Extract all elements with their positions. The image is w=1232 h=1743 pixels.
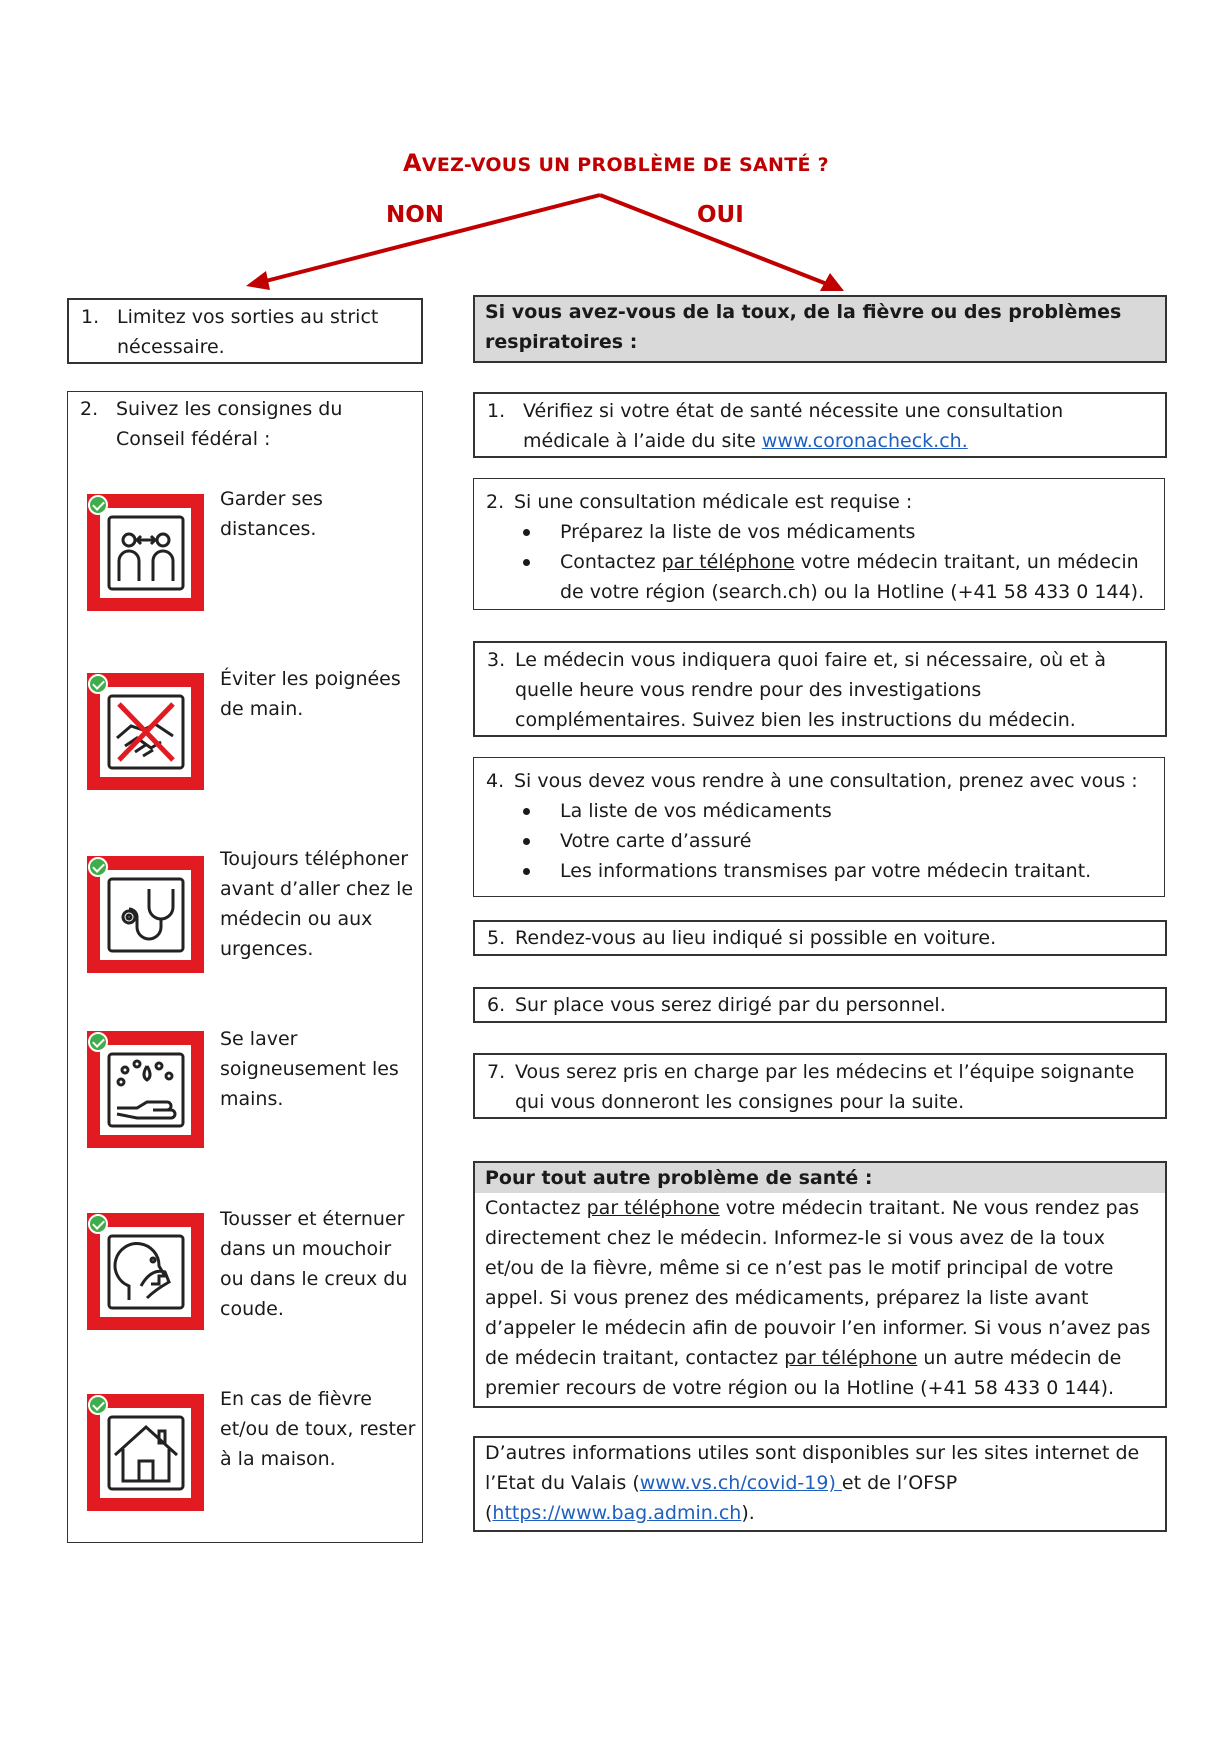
caption-handshake: Éviter les poignées de main. [220,668,401,720]
left-item-2: 2. Suivez les consignes du Conseil fédéral : [67,391,423,1543]
step-2: 2. Si une consultation médicale est requise : Préparez la liste de vos médicaments Contactez par téléphone votre médecin traitant, un médecin de votre région (search.ch) ou la Hotline (+41 58 433 0 144). [473,478,1165,610]
check-icon [88,674,108,694]
arrow-yes [600,195,832,286]
no-handshake-icon [87,673,204,790]
caption-distance: Garder ses distances. [220,488,323,540]
check-icon [88,1395,108,1415]
list-item: Votre carte d’assuré [514,826,1154,856]
stethoscope-icon [87,856,204,973]
coronacheck-link[interactable]: www.coronacheck.ch. [761,430,968,452]
page-title: AVEZ-VOUS UN PROBLÈME DE SANTÉ ? [402,149,829,177]
step-7: 7. Vous serez pris en charge par les médecins et l’équipe soignante qui vous donneront les consignes pour la suite. [473,1053,1167,1119]
list-item: Préparez la liste de vos médicaments [514,517,1154,547]
other-problem-text: Contactez par téléphone votre médecin traitant. Ne vous rendez pas directement chez le médecin. Informez-le si vous avez de la toux et/ou de la fièvre, même si ce n’est pas le motif principal de votre appel. Si vous prenez des médicaments, préparez la liste avant d’appeler le médecin afin de pouvoir l’en informer. Si vous n’avez pas de médecin traitant, contactez par téléphone un autre médecin de premier recours de votre région ou la Hotline (+41 58 433 0 144). [485,1197,1151,1399]
check-icon [88,1214,108,1234]
sneeze-icon [87,1213,204,1330]
left-item-1: 1. Limitez vos sorties au strict nécessaire. [67,298,423,364]
step-4: 4. Si vous devez vous rendre à une consultation, prenez avec vous : La liste de vos médicaments Votre carte d’assuré Les informations transmises par votre médecin traitant. [473,757,1165,897]
symptoms-header: Si vous avez-vous de la toux, de la fièvre ou des problèmes respiratoires : [473,295,1167,363]
vs-ch-link[interactable]: www.vs.ch/covid-19) [639,1472,842,1494]
hand-wash-icon [87,1031,204,1148]
list-item: Contactez par téléphone votre médecin traitant, un médecin de votre région (search.ch) ou la Hotline (+41 58 433 0 144). [514,547,1154,607]
other-problem-header: Pour tout autre problème de santé : [475,1163,1165,1193]
caption-sneeze: Tousser et éternuer dans un mouchoir ou dans le creux du coude. [220,1208,408,1320]
branch-no-label: NON [386,202,445,228]
step-5: 5. Rendez-vous au lieu indiqué si possible en voiture. [473,920,1167,956]
branch-yes-label: OUI [697,202,744,228]
caption-wash: Se laver soigneusement les mains. [220,1028,399,1110]
caption-phone: Toujours téléphoner avant d’aller chez le médecin ou aux urgences. [220,848,414,960]
step-3: 3. Le médecin vous indiquera quoi faire et, si nécessaire, où et à quelle heure vous rendre pour des investigations complémentaires. Suivez bien les instructions du médecin. [473,641,1167,737]
step-6: 6. Sur place vous serez dirigé par du personnel. [473,987,1167,1023]
list-item: La liste de vos médicaments [514,796,1154,826]
check-icon [88,495,108,515]
check-icon [88,1032,108,1052]
info-box: D’autres informations utiles sont disponibles sur les sites internet de l’Etat du Valais (www.vs.ch/covid-19) et de l’OFSP (https://www.bag.admin.ch). [473,1436,1167,1532]
other-problem-box [473,1161,1167,1408]
arrow-no [258,195,600,283]
check-icon [88,857,108,877]
bag-admin-link[interactable]: https://www.bag.admin.ch [492,1502,742,1524]
step-1: 1. Vérifiez si votre état de santé nécessite une consultation médicale à l’aide du site www.coronacheck.ch. [473,392,1167,458]
distance-icon [87,494,204,611]
caption-house: En cas de fièvre et/ou de toux, rester à la maison. [220,1388,416,1470]
house-icon [87,1394,204,1511]
arrow-no-head [246,271,270,290]
decision-arrows [0,0,1232,320]
list-item: Les informations transmises par votre médecin traitant. [514,856,1154,886]
